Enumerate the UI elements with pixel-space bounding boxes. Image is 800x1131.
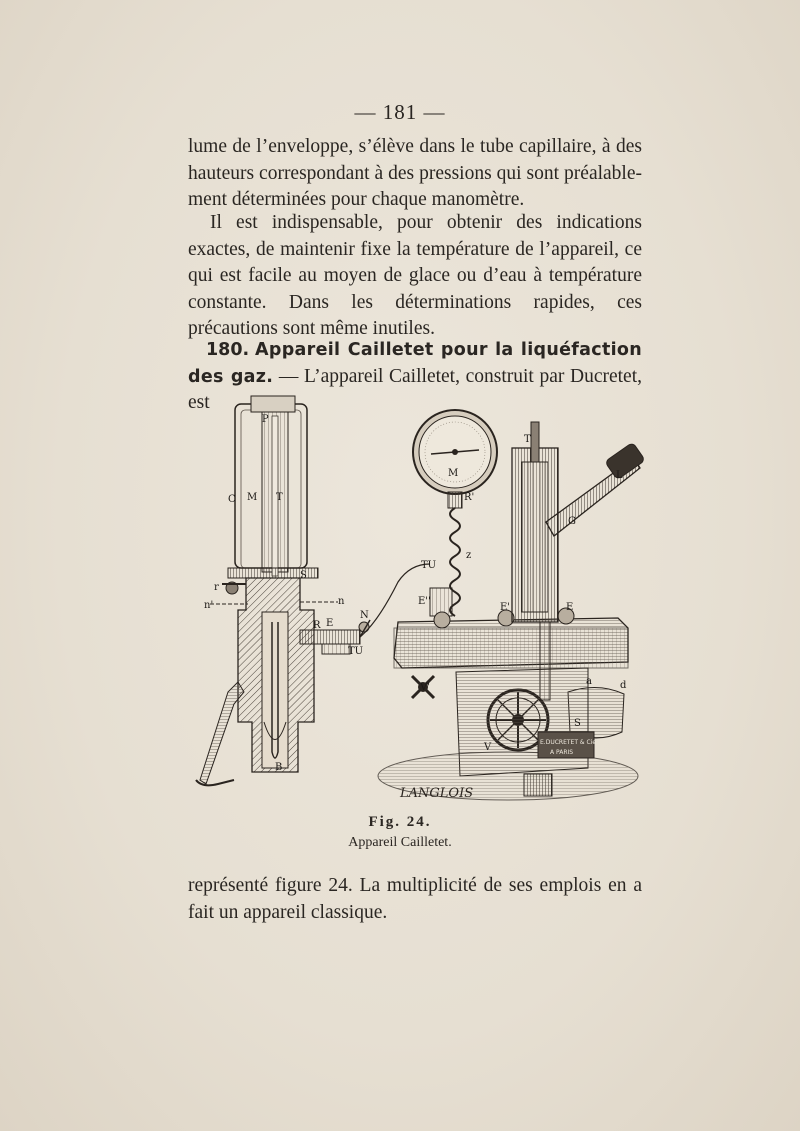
label-n-valve: N	[360, 610, 369, 621]
label-g: G	[568, 516, 576, 527]
maker-plate-text-2: A PARIS	[550, 749, 574, 756]
label-t: T	[276, 492, 283, 503]
compression-tube-section	[196, 396, 430, 785]
paragraph-2: Il est indispensable, pour obtenir des indications exactes, de maintenir fixe la température de l’appareil, ce qui est facile au moyen de glace ou d’eau à température constante. Dans les déterminations rapides, ces précautions sont même inutiles.	[188, 212, 642, 339]
label-r-prime: R'	[464, 492, 475, 503]
page-number: — 181 —	[354, 100, 446, 124]
maker-plate-text: E.DUCRETET & Cie	[540, 739, 597, 746]
figure-24-engraving	[188, 392, 658, 810]
engraver-signature: LANGLOIS	[400, 786, 474, 801]
label-m-manometer: M	[448, 468, 459, 479]
label-r: r	[214, 582, 219, 593]
figure-caption: Appareil Cailletet.	[348, 835, 452, 850]
label-v-prime: V'	[420, 682, 430, 693]
label-e-double-prime: E''	[418, 596, 431, 607]
label-s-right: S	[574, 718, 581, 729]
label-e-prime: E'	[500, 602, 511, 613]
label-z: z	[466, 550, 472, 561]
label-n-prime: n'	[204, 600, 214, 611]
label-n: n	[338, 596, 345, 607]
label-e: E	[326, 618, 334, 629]
label-s: S	[300, 570, 307, 581]
label-a: a	[586, 676, 592, 687]
label-m: M	[247, 492, 258, 503]
label-p: P	[262, 414, 269, 425]
label-c: C	[228, 494, 236, 505]
section-number: 180.	[206, 340, 250, 360]
label-t-right: T	[524, 434, 531, 445]
cailletet-apparatus-illustration	[188, 392, 658, 810]
paragraph-4: représenté figure 24. La multiplicité de ses emplois en a fait un appareil classique.	[188, 875, 642, 923]
label-e-right: E	[566, 602, 574, 613]
section-title: Appareil Cailletet pour la liquéfaction des gaz.	[188, 340, 642, 387]
paragraph-1: lume de l’enveloppe, s’élève dans le tube capillaire, à des hauteurs correspondant à des pressions qui sont préalable- ment déterminées pour chaque manomètre.	[188, 136, 642, 210]
label-v: V	[484, 742, 492, 753]
label-r-2: R	[313, 620, 321, 631]
paragraph-3-text: — L’appareil Cailletet, construit par Ducretet, est	[188, 365, 642, 413]
label-d: d	[620, 680, 627, 691]
figure-label: Fig. 24.	[368, 814, 432, 830]
label-b: B	[275, 762, 283, 773]
label-l: L	[616, 470, 623, 481]
label-tu-right: TU	[421, 560, 437, 571]
label-tu: TU	[348, 646, 364, 657]
